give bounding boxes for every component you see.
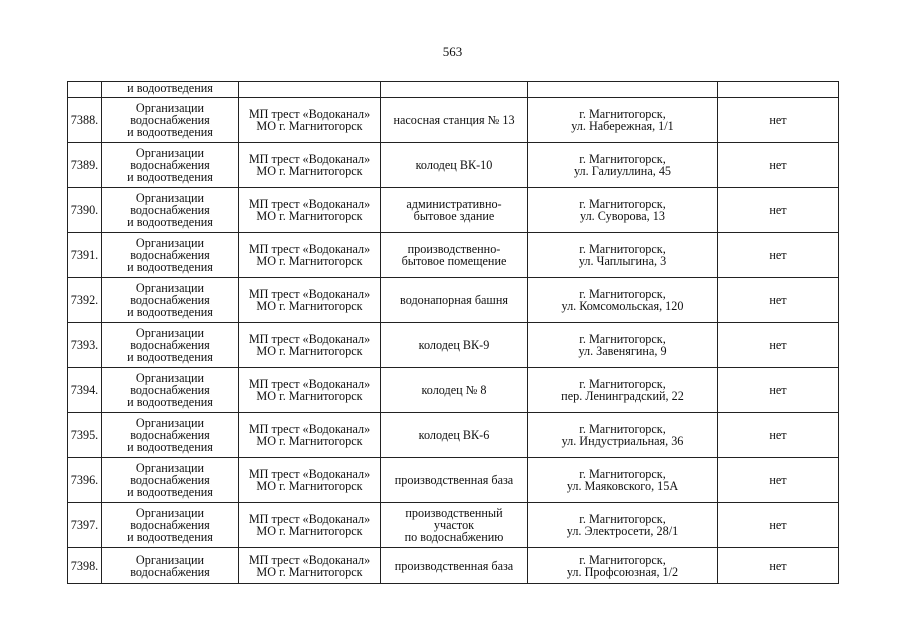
table-row (68, 233, 839, 278)
cell-number: 7390. (68, 188, 102, 233)
object-line: производственная база (394, 558, 514, 573)
category-line: водоснабжения (130, 248, 210, 262)
cell-object (381, 98, 528, 143)
address-line: ул. Суворова, 13 (580, 209, 665, 223)
address-line: г. Магнитогорск, (579, 287, 666, 301)
cell-address (528, 82, 718, 98)
owner-line: МО г. Магнитогорск (256, 254, 363, 268)
address-line: ул. Маяковского, 15А (566, 479, 679, 493)
address-line: г. Магнитогорск, (579, 377, 666, 391)
category-line: водоснабжения (130, 158, 210, 172)
cell-number: 7396. (68, 458, 102, 503)
cell-address (528, 98, 718, 143)
cell-category (102, 368, 239, 413)
cell-address (528, 278, 718, 323)
address-line: г. Магнитогорск, (579, 332, 666, 346)
object-line: колодец ВК-10 (415, 158, 493, 172)
cell-category (102, 82, 239, 98)
cell-number: 7392. (68, 278, 102, 323)
object-line: колодец № 8 (421, 383, 487, 397)
category-line: водоснабжения (130, 383, 210, 397)
cell-object (381, 548, 528, 584)
cell-object (381, 233, 528, 278)
cell-owner (239, 548, 381, 584)
table-body (68, 82, 839, 584)
cell-object (381, 368, 528, 413)
cell-address (528, 548, 718, 584)
object-line: производственный (405, 506, 503, 520)
cell-address (528, 458, 718, 503)
address-line: ул. Завенягина, 9 (578, 344, 667, 358)
cell-owner (239, 323, 381, 368)
object-line: водонапорная башня (400, 293, 508, 307)
cell-owner (239, 413, 381, 458)
cell-object (381, 413, 528, 458)
cell-owner (239, 458, 381, 503)
cell-status: нет (718, 278, 839, 323)
address-line: г. Магнитогорск, (579, 512, 666, 526)
object-line: по водоснабжению (404, 530, 504, 544)
cell-object (381, 503, 528, 548)
table-row (68, 548, 839, 584)
cell-number: 7388. (68, 98, 102, 143)
cell-number: 7389. (68, 143, 102, 188)
category-line: Организации (135, 371, 205, 385)
cell-category (102, 503, 239, 548)
cell-owner (239, 233, 381, 278)
object-line: участок (433, 518, 475, 532)
cell-address (528, 188, 718, 233)
cell-status (718, 82, 839, 98)
cell-number: 7394. (68, 368, 102, 413)
address-line: пер. Ленинградский, 22 (561, 389, 684, 403)
table-row (68, 143, 839, 188)
category-line: и водоотведения (127, 395, 213, 409)
table-row (68, 458, 839, 503)
category-line: и водоотведения (127, 530, 213, 544)
registry-table (67, 81, 839, 584)
category-line: и водоотведения (127, 215, 213, 229)
continuation-row (68, 82, 839, 98)
table-row (68, 503, 839, 548)
category-line: Организации (135, 506, 205, 520)
table-row (68, 368, 839, 413)
cell-owner (239, 82, 381, 98)
cell-category (102, 98, 239, 143)
category-line: и водоотведения (127, 125, 213, 139)
category-line: водоснабжения (130, 473, 210, 487)
cell-status: нет (718, 413, 839, 458)
object-line: бытовое здание (413, 209, 495, 223)
cell-status: нет (718, 98, 839, 143)
owner-line: МО г. Магнитогорск (256, 299, 363, 313)
table-row (68, 188, 839, 233)
category-line: Организации (135, 191, 205, 205)
cell-number: 7397. (68, 503, 102, 548)
cell-owner (239, 503, 381, 548)
cell-status: нет (718, 188, 839, 233)
cell-object (381, 82, 528, 98)
address-line: ул. Чаплыгина, 3 (578, 254, 667, 268)
object-line: бытовое помещение (401, 254, 507, 268)
category-line: и водоотведения (127, 170, 213, 184)
category-line: и водоотведения (127, 260, 213, 274)
cell-category (102, 413, 239, 458)
cell-address (528, 323, 718, 368)
category-line: водоснабжения (130, 338, 210, 352)
cell-object (381, 143, 528, 188)
address-line: г. Магнитогорск, (579, 552, 666, 567)
category-line: водоснабжения (130, 564, 210, 579)
owner-line: МП трест «Водоканал» (248, 467, 371, 481)
cell-category (102, 548, 239, 584)
category-line: водоснабжения (130, 203, 210, 217)
category-line: Организации (135, 461, 205, 475)
address-line: ул. Набережная, 1/1 (571, 119, 674, 133)
cell-address (528, 368, 718, 413)
owner-line: МО г. Магнитогорск (256, 389, 363, 403)
cell-address (528, 233, 718, 278)
address-line: ул. Индустриальная, 36 (561, 434, 684, 448)
table-row (68, 323, 839, 368)
cell-address (528, 413, 718, 458)
category-line: Организации (135, 101, 205, 115)
owner-line: МО г. Магнитогорск (256, 434, 363, 448)
owner-line: МП трест «Водоканал» (248, 152, 371, 166)
category-line: и водоотведения (127, 305, 213, 319)
cell-status: нет (718, 143, 839, 188)
owner-line: МП трест «Водоканал» (248, 287, 371, 301)
address-line: г. Магнитогорск, (579, 152, 666, 166)
object-line: колодец ВК-9 (418, 338, 490, 352)
cell-object (381, 188, 528, 233)
address-line: ул. Комсомольская, 120 (561, 299, 684, 313)
object-line: производственная база (394, 473, 514, 487)
category-line: Организации (135, 552, 205, 567)
cell-category (102, 143, 239, 188)
cell-category (102, 188, 239, 233)
cell-number (68, 82, 102, 98)
cell-number: 7395. (68, 413, 102, 458)
address-line: ул. Галиуллина, 45 (573, 164, 672, 178)
cell-number: 7398. (68, 548, 102, 584)
category-line: Организации (135, 281, 205, 295)
category-line: водоснабжения (130, 428, 210, 442)
cell-owner (239, 188, 381, 233)
cell-address (528, 503, 718, 548)
cell-category (102, 278, 239, 323)
cell-object (381, 458, 528, 503)
address-line: г. Магнитогорск, (579, 242, 666, 256)
object-line: насосная станция № 13 (393, 113, 515, 127)
cell-status: нет (718, 458, 839, 503)
address-line: ул. Электросети, 28/1 (566, 524, 679, 538)
cell-number: 7391. (68, 233, 102, 278)
address-line: г. Магнитогорск, (579, 467, 666, 481)
object-line: производственно- (407, 242, 501, 256)
cell-address (528, 143, 718, 188)
page-number: 563 (442, 44, 463, 59)
category-line: и водоотведения (127, 350, 213, 364)
owner-line: МП трест «Водоканал» (248, 332, 371, 346)
owner-line: МО г. Магнитогорск (256, 479, 363, 493)
cell-status: нет (718, 368, 839, 413)
owner-line: МП трест «Водоканал» (248, 512, 371, 526)
address-line: г. Магнитогорск, (579, 422, 666, 436)
category-line: Организации (135, 236, 205, 250)
category-line: Организации (135, 146, 205, 160)
cell-category (102, 458, 239, 503)
cell-owner (239, 98, 381, 143)
category-line: Организации (135, 326, 205, 340)
category-line: водоснабжения (130, 113, 210, 127)
owner-line: МП трест «Водоканал» (248, 552, 371, 567)
table-row (68, 98, 839, 143)
owner-line: МП трест «Водоканал» (248, 107, 371, 121)
table-row (68, 278, 839, 323)
cell-owner (239, 143, 381, 188)
cell-object (381, 323, 528, 368)
category-line: и водоотведения (127, 81, 213, 95)
cell-owner (239, 278, 381, 323)
owner-line: МО г. Магнитогорск (256, 119, 363, 133)
category-line: и водоотведения (127, 485, 213, 499)
cell-number: 7393. (68, 323, 102, 368)
cell-category (102, 233, 239, 278)
cell-status: нет (718, 323, 839, 368)
owner-line: МП трест «Водоканал» (248, 197, 371, 211)
owner-line: МП трест «Водоканал» (248, 242, 371, 256)
address-line: г. Магнитогорск, (579, 197, 666, 211)
cell-status: нет (718, 233, 839, 278)
cell-status: нет (718, 503, 839, 548)
table-row (68, 413, 839, 458)
owner-line: МО г. Магнитогорск (256, 524, 363, 538)
owner-line: МО г. Магнитогорск (256, 209, 363, 223)
object-line: административно- (406, 197, 502, 211)
owner-line: МП трест «Водоканал» (248, 422, 371, 436)
cell-owner (239, 368, 381, 413)
cell-object (381, 278, 528, 323)
owner-line: МО г. Магнитогорск (256, 164, 363, 178)
category-line: Организации (135, 416, 205, 430)
cell-status: нет (718, 548, 839, 584)
object-line: колодец ВК-6 (418, 428, 490, 442)
owner-line: МП трест «Водоканал» (248, 377, 371, 391)
category-line: водоснабжения (130, 518, 210, 532)
address-line: г. Магнитогорск, (579, 107, 666, 121)
cell-category (102, 323, 239, 368)
owner-line: МО г. Магнитогорск (256, 564, 363, 579)
owner-line: МО г. Магнитогорск (256, 344, 363, 358)
category-line: водоснабжения (130, 293, 210, 307)
address-line: ул. Профсоюзная, 1/2 (566, 564, 679, 579)
category-line: и водоотведения (127, 440, 213, 454)
